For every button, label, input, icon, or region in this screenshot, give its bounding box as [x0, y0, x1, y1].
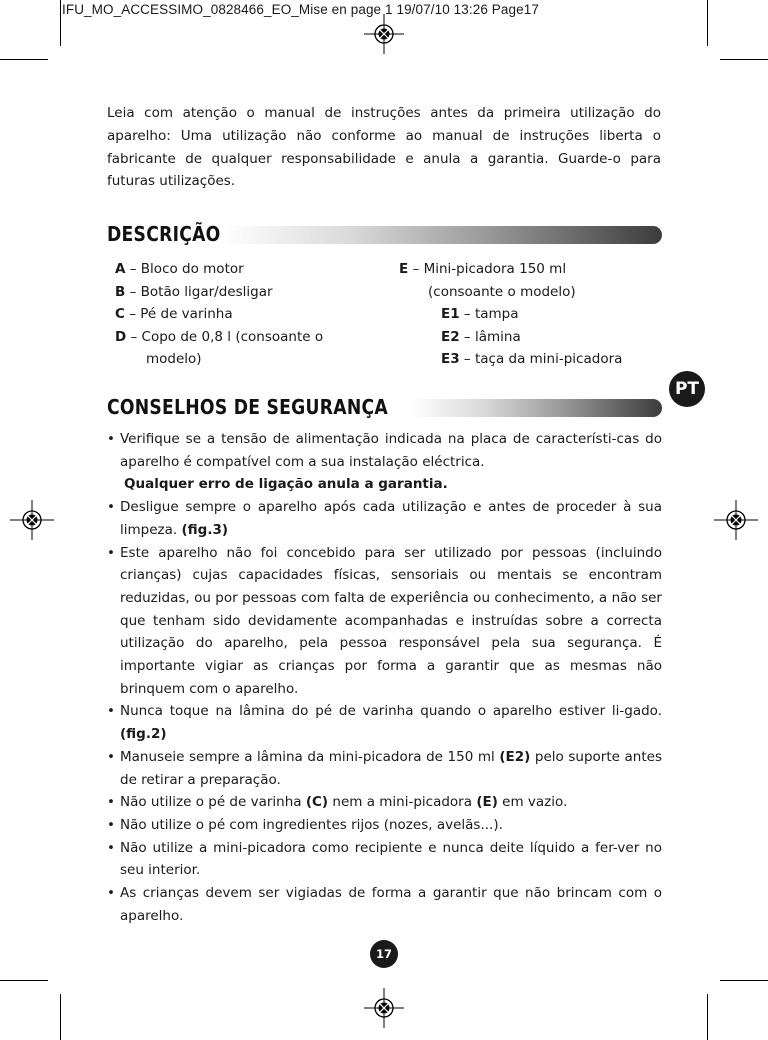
- crop-mark: [707, 994, 708, 1040]
- rule-text: pelo suporte antes de retirar a preparação.: [120, 748, 662, 788]
- part-label: – Mini-picadora 150 ml: [412, 261, 567, 277]
- print-slug: IFU_MO_ACCESSIMO_0828466_EO_Mise en page 1 19/07/10 13:26 Page17: [62, 2, 539, 17]
- crop-mark: [0, 980, 48, 981]
- rule-text: Não utilize o pé com ingredientes rijos (nozes, avelãs...).: [120, 816, 503, 833]
- part-label: – Botão ligar/desligar: [129, 283, 273, 300]
- rule-text: nem a mini-picadora: [332, 794, 473, 811]
- bullet: •: [107, 839, 115, 856]
- crop-mark: [60, 994, 61, 1040]
- safety-rule: [107, 814, 662, 837]
- part-key: D: [115, 328, 127, 345]
- parts-list-item: [115, 258, 323, 281]
- bullet: •: [107, 816, 115, 833]
- safety-rules-list: [107, 428, 662, 927]
- part-reference: (C): [305, 794, 329, 811]
- rule-text: Não utilize a mini-picadora como recipiente e nunca deite líquido a fer-ver no seu interior.: [120, 839, 662, 879]
- safety-rule: [107, 700, 662, 745]
- figure-reference: (fig.3): [181, 521, 229, 538]
- parts-list-subitem: [399, 348, 622, 371]
- rule-text: Este aparelho não foi concebido para ser utilizado por pessoas (incluindo crianças) cujas capacidades físicas, sensoriais ou mentais se encontram reduzidas, ou por pessoas com falta de experiência ou conhecimento, a não ser que tenham sido devidamente acompanhadas e instruídas sobre a correcta utilização do aparelho, pela pessoa responsável pela sua segurança. É importante vigiar as crianças por forma a garantir que as mesmas não brinquem com o aparelho.: [120, 544, 662, 697]
- parts-list-item: [115, 303, 323, 326]
- parts-list-item: [115, 281, 323, 304]
- part-key: E: [399, 261, 409, 277]
- bullet: •: [107, 794, 115, 811]
- rule-text: As crianças devem ser vigiadas de forma a garantir que não brincam com o aparelho.: [120, 885, 662, 924]
- registration-mark-icon: [714, 498, 758, 542]
- registration-mark-icon: [362, 988, 406, 1028]
- crop-mark: [720, 980, 768, 981]
- bullet: •: [107, 748, 115, 765]
- rule-text: Não utilize o pé de varinha: [120, 794, 302, 811]
- crop-mark: [0, 59, 48, 60]
- rule-text: Manuseie sempre a lâmina da mini-picadora de 150 ml: [120, 748, 495, 765]
- bullet: •: [107, 544, 115, 561]
- safety-rule: [107, 746, 662, 791]
- part-label: – Copo de 0,8 l (consoante o: [130, 328, 324, 345]
- part-key: B: [115, 283, 126, 300]
- registration-mark-icon: [10, 498, 54, 542]
- page-number: 17: [370, 940, 398, 968]
- section-bar: [410, 399, 662, 417]
- rule-text: Nunca toque na lâmina do pé de varinha quando o aparelho estiver li-gado.: [120, 703, 662, 720]
- crop-mark: [707, 0, 708, 46]
- safety-heading: CONSELHOS DE SEGURANÇA: [107, 395, 388, 419]
- intro-paragraph: Leia com atenção o manual de instruções antes da primeira utilização do aparelho: Uma utilização não conforme ao manual de instruções liberta o fabricante de qualquer responsabilidade e anula a garantia. Guarde-o para futuras utilizações.: [107, 105, 661, 190]
- part-reference: (E2): [499, 748, 531, 765]
- rule-text: Desligue sempre o aparelho após cada utilização e antes de proceder à sua limpeza.: [120, 499, 662, 538]
- part-key: C: [115, 306, 125, 323]
- crop-mark: [60, 0, 61, 46]
- language-badge: PT: [669, 371, 705, 407]
- part-label: – tampa: [463, 306, 519, 323]
- crop-mark: [720, 59, 768, 60]
- bullet: •: [107, 431, 115, 447]
- parts-list-subitem: [399, 303, 622, 326]
- part-key: E2: [441, 328, 460, 345]
- part-key: E3: [441, 351, 460, 368]
- parts-list-item: [115, 326, 323, 349]
- part-label: – taça da mini-picadora: [463, 351, 623, 368]
- description-right-column: [399, 258, 622, 371]
- description-heading: DESCRIÇÃO: [107, 222, 221, 246]
- rule-text: Verifique se a tensão de alimentação indicada na placa de característi-cas do aparelho é compatível com a sua instalação eléctrica.: [120, 431, 662, 470]
- safety-rule: [107, 496, 662, 541]
- safety-rule: [107, 542, 662, 701]
- safety-rule: [107, 791, 662, 814]
- safety-rule: [107, 837, 662, 882]
- registration-mark-icon: [362, 14, 406, 54]
- parts-list-continuation: modelo): [146, 351, 202, 368]
- safety-rule: [107, 428, 662, 496]
- parts-list-subitem: [399, 326, 622, 349]
- figure-reference: (fig.2): [120, 726, 167, 743]
- bullet: •: [107, 885, 115, 902]
- bullet: •: [107, 703, 115, 720]
- part-label: – Pé de varinha: [129, 306, 233, 323]
- parts-list-continuation: (consoante o modelo): [428, 283, 576, 300]
- part-key: E1: [441, 306, 460, 323]
- part-label: – Bloco do motor: [129, 261, 244, 277]
- part-key: A: [115, 261, 126, 277]
- bullet: •: [107, 499, 115, 516]
- safety-rule: [107, 882, 662, 927]
- section-bar: [222, 226, 662, 244]
- part-label: – lâmina: [463, 328, 521, 345]
- parts-list-item: [399, 258, 622, 281]
- rule-text: em vazio.: [502, 794, 568, 811]
- part-reference: (E): [476, 794, 498, 811]
- description-left-column: [115, 258, 323, 371]
- rule-warning: Qualquer erro de ligação anula a garantia.: [124, 476, 448, 493]
